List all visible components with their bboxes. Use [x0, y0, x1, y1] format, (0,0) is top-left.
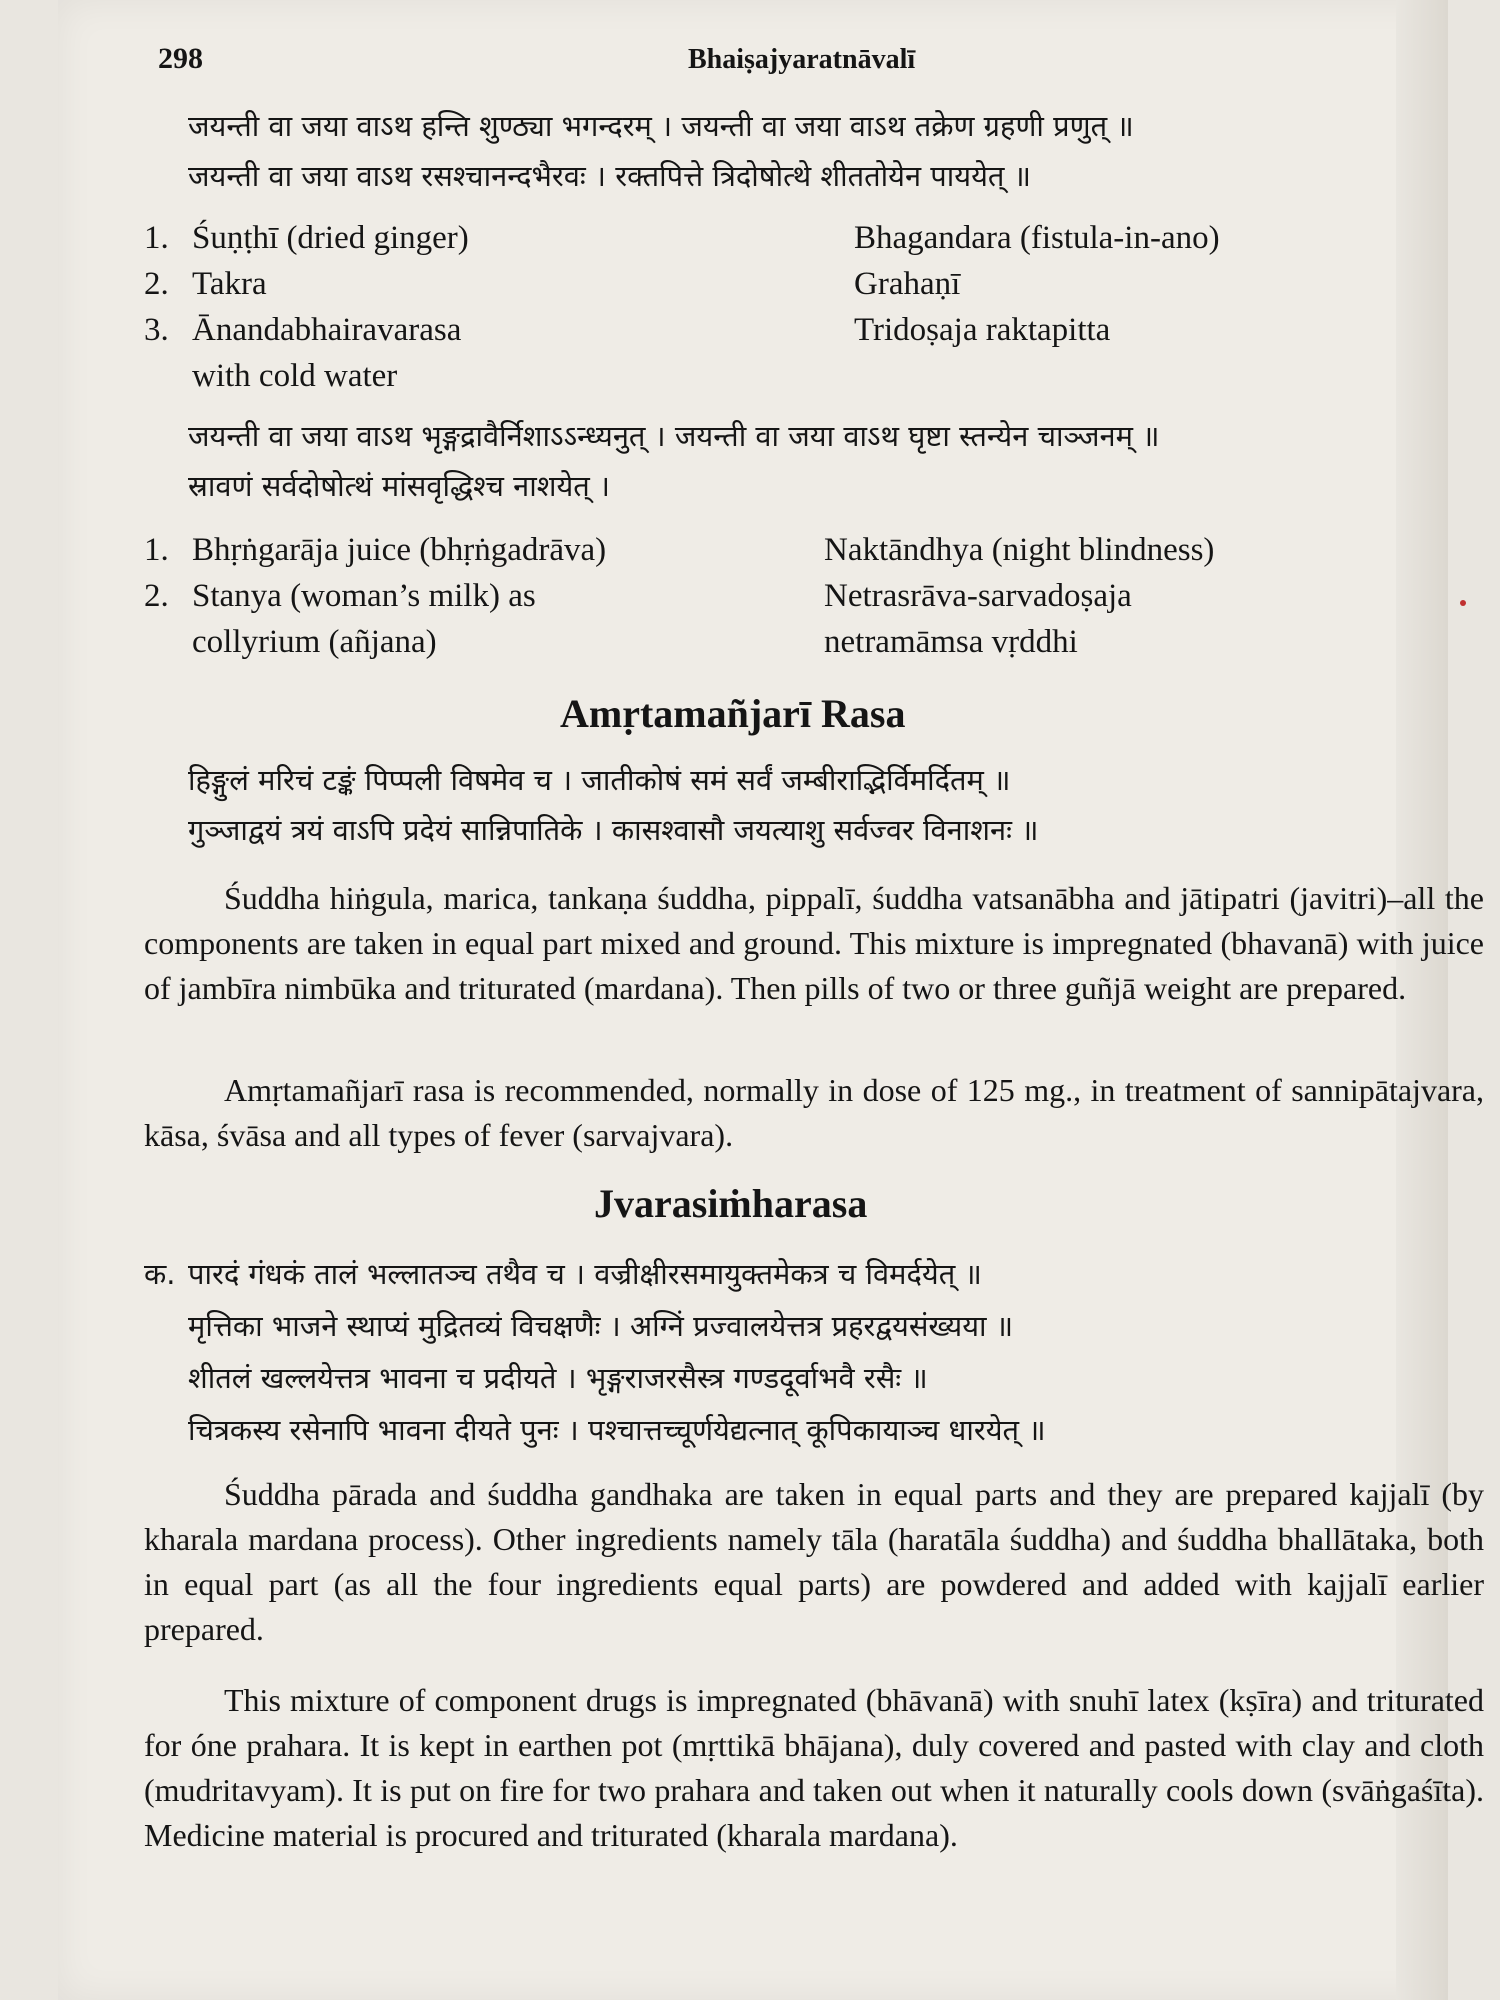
verse-line: मृत्तिका भाजने स्थाप्यं मुद्रितव्यं विचक्षणैः । अग्निं प्रज्वालयेत्तत्र प्रहरद्वयसंख्यया ॥: [188, 1309, 1014, 1343]
verse-line: गुञ्जाद्वयं त्रयं वाऽपि प्रदेयं सान्निपातिके । कासश्वासौ जयत्याशु सर्वज्वर विनाशनः ॥: [188, 813, 1039, 847]
paragraph: Amṛtamañjarī rasa is recommended, normally in dose of 125 mg., in treatment of sannipātajvara, kāsa, śvāsa and all types of fever (sarvajvara).: [144, 1072, 1484, 1153]
paragraph: Śuddha pārada and śuddha gandhaka are taken in equal parts and they are prepared kajjalī (by kharala mardana process). Other ingredients namely tāla (haratāla śuddha) and śuddha bhallātaka, both in equal part (as all the four ingredients equal parts) are powdered and added with kajjalī earlier prepared.: [144, 1476, 1484, 1647]
item-disease: Grahaṇī: [854, 266, 961, 302]
item-continuation: with cold water: [192, 358, 398, 394]
item-drug: Stanya (woman’s milk) as: [192, 578, 536, 614]
item-drug: Takra: [192, 266, 267, 302]
verse-line: जयन्ती वा जया वाऽथ हन्ति शुण्ठ्या भगन्दरम् । जयन्ती वा जया वाऽथ तक्रेण ग्रहणी प्रणुत् ॥: [188, 109, 1134, 143]
verse-line: जयन्ती वा जया वाऽथ भृङ्गद्रावैर्निशाऽऽन्ध्यनुत् । जयन्ती वा जया वाऽथ घृष्टा स्तन्येन चाञ्जनम् ॥: [188, 419, 1160, 453]
item-disease: Tridoṣaja raktapitta: [854, 312, 1111, 348]
verse-line: शीतलं खल्लयेत्तत्र भावना च प्रदीयते । भृङ्गराजरसैस्त्र गण्डदूर्वाभवै रसैः ॥: [188, 1361, 928, 1395]
item-continuation: netramāmsa vṛddhi: [824, 624, 1078, 660]
verse-line: पारदं गंधकं तालं भल्लातञ्च तथैव च । वज्रीक्षीरसमायुक्तमेकत्र च विमर्दयेत् ॥: [188, 1257, 982, 1291]
verse-line: हिङ्गुलं मरिचं टङ्कं पिप्पली विषमेव च । जातीकोषं समं सर्वं जम्बीराद्भिर्विमर्दितम् ॥: [188, 763, 1011, 797]
item-number: 1.: [144, 220, 169, 256]
item-disease: Netrasrāva-sarvadoṣaja: [824, 578, 1132, 614]
paragraph: This mixture of component drugs is impregnated (bhāvanā) with snuhī latex (kṣīra) and triturated for óne prahara. It is kept in earthen pot (mṛttikā bhājana), duly covered and pasted with clay and cloth (mudritavyam). It is put on fire for two prahara and taken out when it naturally cools down (svāṅgaśīta). Medicine material is procured and triturated (kharala mardana).: [144, 1682, 1484, 1853]
item-disease: Naktāndhya (night blindness): [824, 532, 1215, 568]
item-drug: Bhṛṅgarāja juice (bhṛṅgadrāva): [192, 532, 607, 568]
item-disease: Bhagandara (fistula-in-ano): [854, 220, 1220, 256]
item-number: 2.: [144, 578, 169, 614]
item-drug: Śuṇṭhī (dried ginger): [192, 220, 469, 256]
book-page: [58, 0, 1484, 2000]
verse-line: स्रावणं सर्वदोषोत्थं मांसवृद्धिश्च नाशयेत् ।: [188, 469, 611, 503]
red-dot-mark: [1460, 600, 1466, 606]
verse-line: चित्रकस्य रसेनापि भावना दीयते पुनः । पश्चात्तच्चूर्णयेद्यत्नात् कूपिकायाञ्च धारयेत् ॥: [188, 1413, 1046, 1447]
running-header: [158, 42, 1488, 82]
list-item: [144, 578, 536, 615]
list-item: [144, 532, 606, 569]
list-item: [144, 312, 461, 349]
running-title: Bhaiṣajyaratnāvalī: [688, 44, 916, 75]
item-number: 2.: [144, 266, 169, 302]
item-drug: Ānandabhairavarasa: [192, 312, 462, 348]
paragraph: Śuddha hiṅgula, marica, tankaṇa śuddha, pippalī, śuddha vatsanābha and jātipatri (javitri)–all the components are taken in equal part mixed and ground. This mixture is impregnated (bhavanā) with juice of jambīra nimbūka and triturated (mardana). Then pills of two or three guñjā weight are prepared.: [144, 880, 1484, 1006]
item-number: 1.: [144, 532, 169, 568]
section-title: Amṛtamañjarī Rasa: [560, 691, 906, 736]
verse-marker: क.: [144, 1257, 176, 1291]
verse-line: जयन्ती वा जया वाऽथ रसश्चानन्दभैरवः । रक्तपित्ते त्रिदोषोत्थे शीततोयेन पाययेत् ॥: [188, 159, 1032, 193]
item-continuation: collyrium (añjana): [192, 624, 437, 660]
section-title: Jvarasiṁharasa: [594, 1181, 868, 1226]
list-item: [144, 266, 267, 303]
list-item: [144, 220, 469, 257]
item-number: 3.: [144, 312, 169, 348]
page-number: 298: [158, 42, 203, 75]
